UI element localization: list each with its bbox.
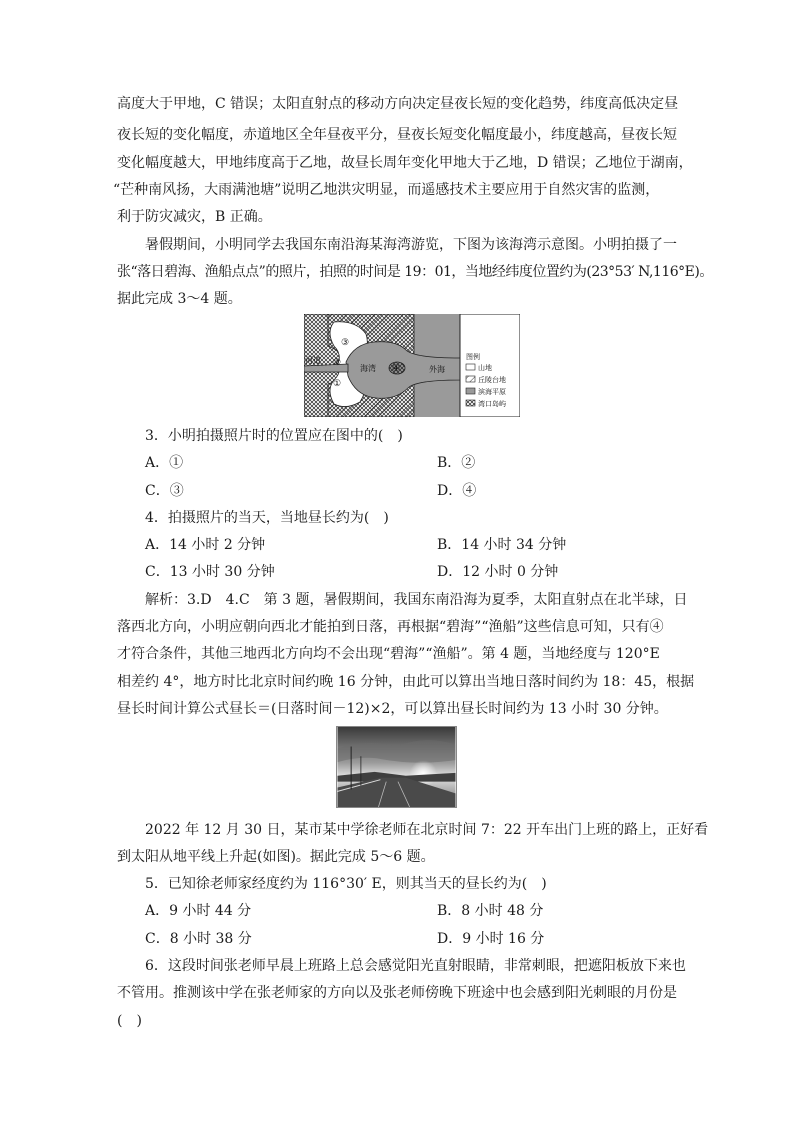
legend-swatch-plain	[466, 388, 475, 394]
point-3-label: ③	[341, 338, 350, 348]
river-label: 河道	[305, 356, 321, 365]
question-stem: 4．拍摄照片的当天，当地昼长约为( )	[145, 510, 389, 526]
legend-title: 图例	[466, 353, 480, 361]
text-line: ( )	[117, 1013, 142, 1029]
option-a: A．①	[145, 455, 184, 471]
text-line: 相差约 4°，地方时比北京时间约晚 16 分钟，由此可以算出当地日落时间约为 18：45，根据	[117, 674, 695, 690]
legend-label-mountain: 山地	[478, 364, 492, 372]
bay-map-figure	[304, 314, 520, 417]
text-line: 解析：3.D 4.C 第 3 题，暑假期间，我国东南沿海为夏季，太阳直射点在北半球，日	[145, 592, 688, 608]
text-line: 夜长短的变化幅度，赤道地区全年昼夜平分，昼夜长短变化幅度最小，纬度越高，昼夜长短	[117, 127, 677, 143]
text-line: 据此完成 3～4 题。	[117, 291, 242, 307]
text-line: 张“落日碧海、渔船点点”的照片，拍照的时间是 19：01，当地经纬度位置约为(23°53′ N,116°E)。	[117, 264, 713, 280]
text-line: 2022 年 12 月 30 日，某市某中学徐老师在北京时间 7：22 开车出门上班的路上，正好看	[145, 822, 709, 838]
sunrise-road-photo	[336, 726, 457, 808]
text-line: 才符合条件，其他三地西北方向均不会出现“碧海”“渔船”。第 4 题，当地经度与 120°E	[117, 646, 660, 662]
option-a: A．14 小时 2 分钟	[145, 537, 266, 553]
text-line: “芒种南风扬，大雨满池塘”说明乙地洪灾明显，而遥感技术主要应用于自然灾害的监测，	[113, 182, 660, 198]
text-line: 不管用。推测该中学在张老师家的方向以及张老师傍晚下班途中也会感到阳光刺眼的月份是	[117, 985, 677, 1001]
question-stem: 3．小明拍摄照片时的位置应在图中的( )	[145, 428, 403, 444]
outer-sea-label: 外海	[429, 365, 445, 374]
option-c: C．13 小时 30 分钟	[145, 564, 275, 580]
option-b: B．②	[437, 455, 476, 471]
option-c: C．8 小时 38 分	[145, 931, 252, 947]
text-line: 昼长时间计算公式昼长＝(日落时间－12)×2，可以算出昼长时间约为 13 小时 30 分钟。	[117, 701, 668, 717]
text-line: 利于防灾减灾，B 正确。	[117, 209, 272, 225]
option-c: C．③	[145, 483, 184, 499]
legend-swatch-mountain	[466, 364, 475, 370]
legend-label-hills: 丘陵台地	[478, 376, 506, 384]
option-b: B．8 小时 48 分	[437, 903, 544, 919]
option-b: B．14 小时 34 分钟	[437, 537, 567, 553]
text-line: 落西北方向，小明应朝向西北才能拍到日落，再根据“碧海”“渔船”这些信息可知，只有④	[117, 619, 664, 635]
text-line: 高度大于甲地，C 错误；太阳直射点的移动方向决定昼夜长短的变化趋势，纬度高低决定昼	[117, 96, 679, 112]
option-d: D．④	[437, 483, 477, 499]
legend-swatch-island	[466, 400, 475, 406]
point-2-label: ②	[333, 358, 342, 368]
text-line: 6．这段时间张老师早晨上班路上总会感觉阳光直射眼睛，非常刺眼，把遮阳板放下来也	[145, 958, 686, 974]
question-stem: 5．已知徐老师家经度约为 116°30′ E，则其当天的昼长约为( )	[145, 876, 547, 892]
legend-label-island: 湾口岛屿	[478, 400, 506, 408]
text-line: 到太阳从地平线上升起(如图)。据此完成 5～6 题。	[117, 849, 435, 865]
option-d: D．12 小时 0 分钟	[437, 564, 559, 580]
legend-swatch-hills	[466, 376, 475, 382]
bay-label: 海湾	[360, 364, 376, 373]
text-line: 变化幅度越大，甲地纬度高于乙地，故昼长周年变化甲地大于乙地，D 错误；乙地位于湖南，	[117, 155, 693, 171]
point-1-label: ①	[333, 379, 342, 389]
legend-label-plain: 滨海平原	[478, 388, 506, 396]
point-4-label: ④	[392, 364, 401, 374]
option-a: A．9 小时 44 分	[145, 903, 252, 919]
text-line: 暑假期间，小明同学去我国东南沿海某海湾游览，下图为该海湾示意图。小明拍摄了一	[145, 237, 677, 253]
option-d: D．9 小时 16 分	[437, 931, 545, 947]
